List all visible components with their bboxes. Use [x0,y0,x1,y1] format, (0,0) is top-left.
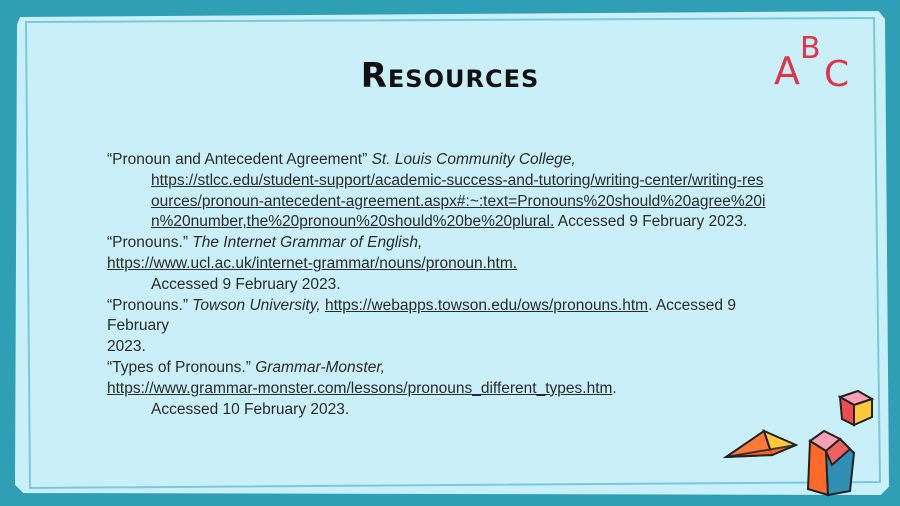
reference-4-link-line [107,379,767,400]
reference-punctuation: . [612,379,617,397]
reference-accessed: . Accessed 9 February [107,296,736,335]
reference-3 [107,296,767,338]
reference-accessed: Accessed 10 February 2023. [151,400,350,418]
letter-c: C [824,54,850,95]
reference-2-accessed [107,275,767,296]
reference-source: The Internet Grammar of English, [192,234,423,252]
reference-source: St. Louis Community College, [371,151,576,168]
reference-accessed-year: 2023. [107,338,146,356]
letter-b: B [800,31,821,66]
reference-source: Towson University, [192,296,321,314]
abc-letters-icon [770,24,870,104]
reference-accessed: Accessed 9 February 2023. [151,275,341,293]
reference-source: Grammar-Monster, [255,358,385,376]
reference-title: “Pronouns.” [107,296,188,314]
toy-blocks-icon [720,385,890,503]
reference-link[interactable]: https://www.grammar-monster.com/lessons/pronouns_different_types.htm [107,379,613,397]
reference-4-accessed [107,400,767,421]
reference-title: “Pronouns.” [107,234,188,252]
page-title: Resources [360,56,540,96]
reference-title: “Pronoun and Antecedent Agreement” [107,151,368,168]
reference-link[interactable]: https://webapps.towson.edu/ows/pronouns.htm [324,296,649,314]
reference-link[interactable]: https://stlcc.edu/student-support/academic-success-and-tutoring/writing-center/writing-resources/pronoun-antecedent-agreement.aspx#:~:text=Pronouns%20should%20agree%20in%20number,the%20pronoun%20should%20be%20plural. [151,171,766,231]
reference-title: “Types of Pronouns.” [107,358,251,376]
reference-link[interactable]: https://www.ucl.ac.uk/internet-grammar/nouns/pronoun.htm. [107,254,518,272]
reference-4 [107,358,767,379]
reference-1 [107,150,767,171]
reference-3-year [107,337,767,358]
reference-1-body [107,171,767,233]
reference-accessed: Accessed 9 February 2023. [557,213,748,231]
triangle-block-icon [726,431,796,457]
references-list [107,150,767,420]
pentagon-block-icon [808,431,854,495]
reference-2-link-line [107,254,767,275]
reference-2 [107,233,767,254]
letter-a: A [774,49,800,93]
small-cube-icon [840,391,872,425]
